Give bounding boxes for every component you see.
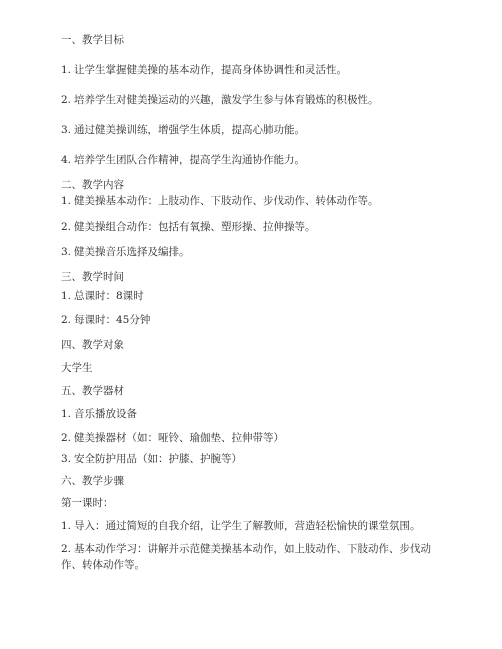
item-number: 2. xyxy=(61,94,72,106)
section-heading-audience: 四、教学对象 xyxy=(61,339,124,351)
section-heading-steps: 六、教学步骤 xyxy=(61,475,124,487)
list-item xyxy=(61,289,441,303)
item-number: 1. xyxy=(61,520,72,532)
item-text: 导入：通过简短的自我介绍，让学生了解教师，营造轻松愉快的课堂氛围。 xyxy=(74,520,421,532)
item-text: 培养学生团队合作精神，提高学生沟通协作能力。 xyxy=(74,154,305,166)
item-number: 3. xyxy=(61,453,72,465)
item-text: 每课时：45分钟 xyxy=(74,314,151,326)
section-heading-content: 二、教学内容 xyxy=(61,179,124,191)
list-item xyxy=(61,63,441,77)
section-heading-goals: 一、教学目标 xyxy=(61,34,124,46)
list-item xyxy=(61,123,441,137)
audience-text: 大学生 xyxy=(61,362,93,374)
item-text: 通过健美操训练，增强学生体质，提高心肺功能。 xyxy=(74,124,305,136)
item-number: 2. xyxy=(61,314,72,326)
item-text: 音乐播放设备 xyxy=(74,408,137,420)
item-text: 基本动作学习：讲解并示范健美操基本动作，如上肢动作、下肢动作、步伐动作、转体动作等。 xyxy=(61,543,431,571)
list-item xyxy=(61,194,441,208)
list-item xyxy=(61,93,441,107)
item-number: 4. xyxy=(61,154,72,166)
item-number: 3. xyxy=(61,246,72,258)
item-text: 安全防护用品（如：护膝、护腕等） xyxy=(74,453,242,465)
list-item xyxy=(61,541,441,573)
item-text: 让学生掌握健美操的基本动作，提高身体协调性和灵活性。 xyxy=(74,64,347,76)
item-number: 1. xyxy=(61,290,72,302)
item-text: 总课时：8课时 xyxy=(74,290,144,302)
list-item xyxy=(61,245,441,259)
item-number: 2. xyxy=(61,221,72,233)
item-number: 1. xyxy=(61,195,72,207)
list-item xyxy=(61,153,441,167)
item-text: 健美操基本动作：上肢动作、下肢动作、步伐动作、转体动作等。 xyxy=(74,195,379,207)
item-text: 培养学生对健美操运动的兴趣，激发学生参与体育锻炼的积极性。 xyxy=(74,94,379,106)
item-text: 健美操音乐选择及编排。 xyxy=(74,246,190,258)
list-item xyxy=(61,519,441,533)
section-heading-equipment: 五、教学器材 xyxy=(61,385,124,397)
item-text: 健美操组合动作：包括有氧操、塑形操、拉伸操等。 xyxy=(74,221,316,233)
list-item xyxy=(61,431,441,445)
section-heading-time: 三、教学时间 xyxy=(61,271,124,283)
list-item xyxy=(61,313,441,327)
list-item xyxy=(61,407,441,421)
list-item xyxy=(61,452,441,466)
item-text: 健美操器材（如：哑铃、瑜伽垫、拉伸带等） xyxy=(74,432,284,444)
list-item xyxy=(61,220,441,234)
lesson-label: 第一课时： xyxy=(61,497,114,509)
item-number: 2. xyxy=(61,432,72,444)
item-number: 1. xyxy=(61,408,72,420)
item-number: 3. xyxy=(61,124,72,136)
item-number: 2. xyxy=(61,543,72,555)
item-number: 1. xyxy=(61,64,72,76)
